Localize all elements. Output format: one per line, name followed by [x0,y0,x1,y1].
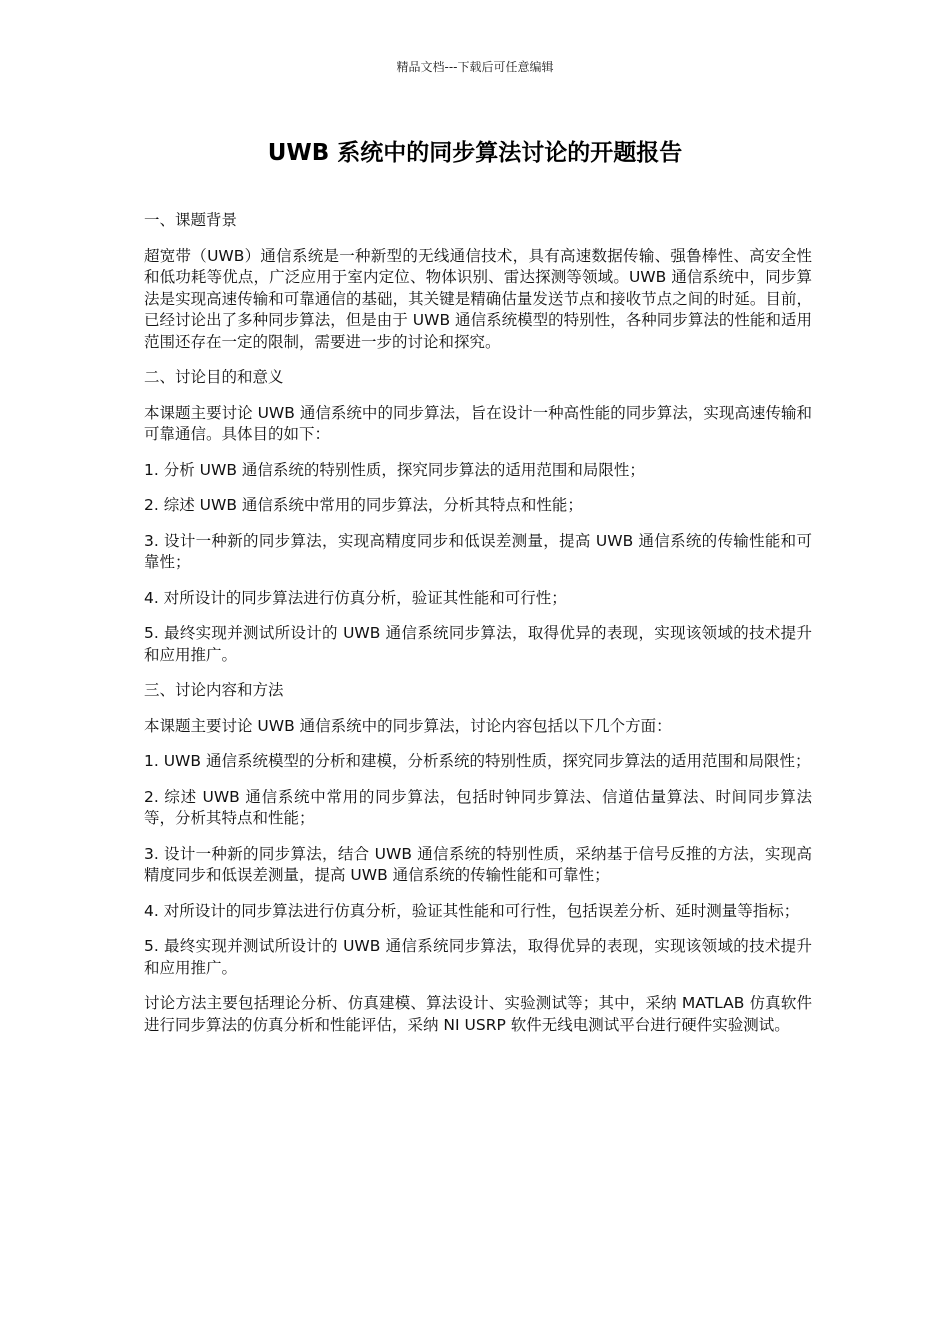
page-header-note: 精品文档---下载后可任意编辑 [396,60,554,74]
section-heading-content-methods: 三、讨论内容和方法 [144,681,284,699]
list-item: 2. 综述 UWB 通信系统中常用的同步算法，分析其特点和性能； [144,496,583,514]
section-heading-purpose: 二、讨论目的和意义 [144,368,284,386]
paragraph: 本课题主要讨论 UWB 通信系统中的同步算法，旨在设计一种高性能的同步算法，实现高速传输和可靠通信。具体目的如下： [144,403,812,443]
document-body [144,210,812,1050]
list-item: 4. 对所设计的同步算法进行仿真分析，验证其性能和可行性，包括误差分析、延时测量等指标； [144,901,800,920]
paragraph: 本课题主要讨论 UWB 通信系统中的同步算法，讨论内容包括以下几个方面： [144,716,672,735]
list-item: 5. 最终实现并测试所设计的 UWB 通信系统同步算法，取得优异的表现，实现该领域的技术提升和应用推广。 [144,937,812,977]
paragraph: 讨论方法主要包括理论分析、仿真建模、算法设计、实验测试等；其中，采纳 MATLAB 仿真软件进行同步算法的仿真分析和性能评估，采纳 NI USRP 软件无线电测试平台进行硬件实验测试。 [144,994,812,1034]
list-item: 1. UWB 通信系统模型的分析和建模，分析系统的特别性质，探究同步算法的适用范围和局限性； [144,752,811,770]
paragraph: 超宽带（UWB）通信系统是一种新型的无线通信技术，具有高速数据传输、强鲁棒性、高安全性和低功耗等优点，广泛应用于室内定位、物体识别、雷达探测等领域。UWB 通信系统中，同步算法是实现高速传输和可靠通信的基础，其关键是精确估量发送节点和接收节点之间的时延。目前，已经讨论出了多种同步算法，但是由于 UWB 通信系统模型的特别性，各种同步算法的性能和适用范围还存在一定的限制，需要进一步的讨论和探究。 [144,246,812,351]
list-item: 3. 设计一种新的同步算法，结合 UWB 通信系统的特别性质，采纳基于信号反推的方法，实现高精度同步和低误差测量，提高 UWB 通信系统的传输性能和可靠性； [144,844,812,884]
section-heading-background: 一、课题背景 [144,211,238,229]
list-item: 3. 设计一种新的同步算法，实现高精度同步和低误差测量，提高 UWB 通信系统的传输性能和可靠性； [144,531,812,571]
list-item: 5. 最终实现并测试所设计的 UWB 通信系统同步算法，取得优异的表现，实现该领域的技术提升和应用推广。 [144,624,812,664]
list-item: 1. 分析 UWB 通信系统的特别性质，探究同步算法的适用范围和局限性； [144,460,645,479]
list-item: 4. 对所设计的同步算法进行仿真分析，验证其性能和可行性； [144,588,567,607]
list-item: 2. 综述 UWB 通信系统中常用的同步算法，包括时钟同步算法、信道估量算法、时间同步算法等，分析其特点和性能； [144,787,812,827]
document-title: UWB 系统中的同步算法讨论的开题报告 [267,140,683,166]
